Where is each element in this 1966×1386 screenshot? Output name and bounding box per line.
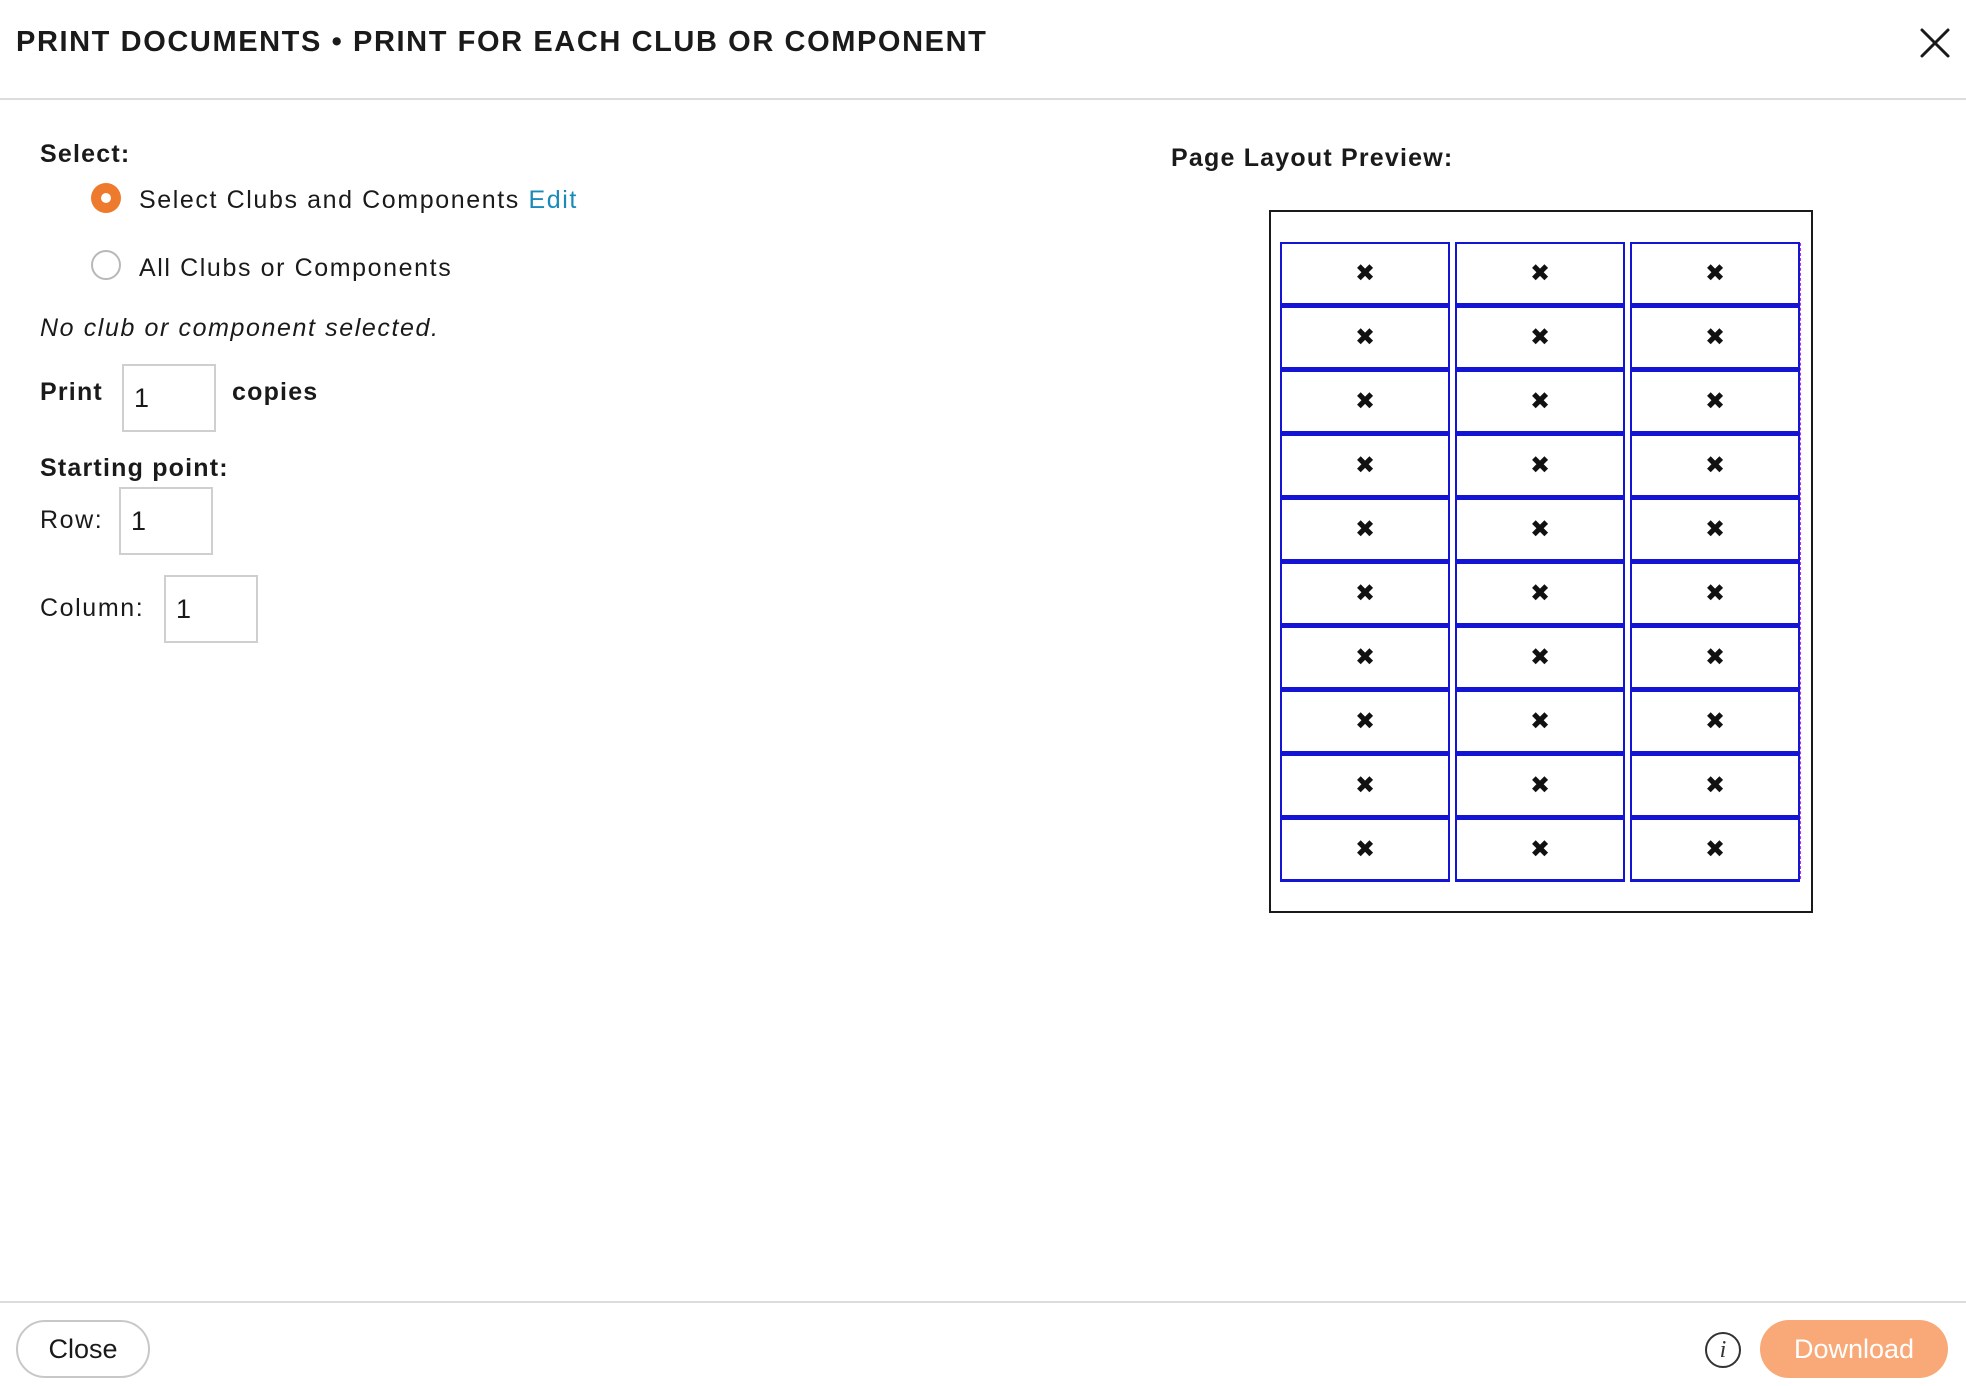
label-cell bbox=[1455, 818, 1625, 882]
label-cell bbox=[1455, 754, 1625, 818]
label-cell bbox=[1280, 370, 1450, 434]
starting-point-label: Starting point: bbox=[40, 454, 229, 482]
label-cell bbox=[1630, 498, 1800, 562]
cell-x-mark-icon: ✖ bbox=[1529, 387, 1551, 415]
edit-link[interactable]: Edit bbox=[528, 186, 578, 214]
cell-x-mark-icon: ✖ bbox=[1529, 643, 1551, 671]
cell-x-mark-icon: ✖ bbox=[1704, 323, 1726, 351]
dialog-header bbox=[0, 0, 1966, 100]
column-label: Column: bbox=[40, 594, 145, 622]
cell-x-mark-icon: ✖ bbox=[1529, 707, 1551, 735]
label-cell bbox=[1280, 626, 1450, 690]
label-cell bbox=[1455, 690, 1625, 754]
cell-x-mark-icon: ✖ bbox=[1704, 259, 1726, 287]
label-cell bbox=[1630, 242, 1800, 306]
label-cell bbox=[1455, 562, 1625, 626]
label-cell bbox=[1630, 690, 1800, 754]
info-icon[interactable]: i bbox=[1705, 1332, 1741, 1368]
cell-x-mark-icon: ✖ bbox=[1354, 771, 1376, 799]
label-cell bbox=[1280, 242, 1450, 306]
option-select-clubs-label: Select Clubs and Components bbox=[139, 186, 520, 214]
cell-x-mark-icon: ✖ bbox=[1354, 451, 1376, 479]
label-cell bbox=[1455, 434, 1625, 498]
cell-x-mark-icon: ✖ bbox=[1529, 835, 1551, 863]
cell-x-mark-icon: ✖ bbox=[1354, 643, 1376, 671]
cell-x-mark-icon: ✖ bbox=[1704, 643, 1726, 671]
close-button[interactable]: Close bbox=[16, 1320, 150, 1378]
dialog-title: PRINT DOCUMENTS • PRINT FOR EACH CLUB OR COMPONENT bbox=[16, 26, 988, 58]
label-cell bbox=[1280, 562, 1450, 626]
option-all-clubs-label: All Clubs or Components bbox=[139, 254, 453, 282]
label-cell bbox=[1630, 306, 1800, 370]
cell-x-mark-icon: ✖ bbox=[1529, 771, 1551, 799]
cell-x-mark-icon: ✖ bbox=[1529, 579, 1551, 607]
label-cell bbox=[1630, 818, 1800, 882]
cell-x-mark-icon: ✖ bbox=[1704, 451, 1726, 479]
label-cell bbox=[1455, 370, 1625, 434]
label-cell bbox=[1280, 818, 1450, 882]
radio-select-clubs[interactable] bbox=[91, 183, 121, 213]
label-cell bbox=[1280, 754, 1450, 818]
radio-all-clubs[interactable] bbox=[91, 250, 121, 280]
label-cell bbox=[1280, 434, 1450, 498]
copies-label: copies bbox=[232, 378, 319, 406]
cell-x-mark-icon: ✖ bbox=[1529, 259, 1551, 287]
label-cell bbox=[1455, 306, 1625, 370]
cell-x-mark-icon: ✖ bbox=[1704, 579, 1726, 607]
cell-x-mark-icon: ✖ bbox=[1704, 707, 1726, 735]
cell-x-mark-icon: ✖ bbox=[1354, 707, 1376, 735]
row-label: Row: bbox=[40, 506, 104, 534]
cell-x-mark-icon: ✖ bbox=[1354, 387, 1376, 415]
page-layout-preview bbox=[1269, 210, 1813, 913]
cell-x-mark-icon: ✖ bbox=[1354, 323, 1376, 351]
option-select-clubs bbox=[139, 186, 578, 215]
preview-margin-guide bbox=[1800, 243, 1801, 879]
label-cell bbox=[1455, 626, 1625, 690]
row-input[interactable] bbox=[119, 487, 213, 555]
dialog-footer bbox=[0, 1301, 1966, 1386]
label-cell bbox=[1630, 434, 1800, 498]
download-button[interactable]: Download bbox=[1760, 1320, 1948, 1378]
copies-input[interactable] bbox=[122, 364, 216, 432]
label-cell bbox=[1630, 754, 1800, 818]
cell-x-mark-icon: ✖ bbox=[1704, 387, 1726, 415]
cell-x-mark-icon: ✖ bbox=[1529, 451, 1551, 479]
label-cell bbox=[1455, 498, 1625, 562]
column-input[interactable] bbox=[164, 575, 258, 643]
cell-x-mark-icon: ✖ bbox=[1354, 579, 1376, 607]
print-label: Print bbox=[40, 378, 103, 406]
cell-x-mark-icon: ✖ bbox=[1354, 515, 1376, 543]
select-label: Select: bbox=[40, 140, 131, 168]
label-cell bbox=[1630, 562, 1800, 626]
cell-x-mark-icon: ✖ bbox=[1704, 515, 1726, 543]
label-cell bbox=[1280, 306, 1450, 370]
cell-x-mark-icon: ✖ bbox=[1529, 515, 1551, 543]
cell-x-mark-icon: ✖ bbox=[1354, 259, 1376, 287]
cell-x-mark-icon: ✖ bbox=[1529, 323, 1551, 351]
cell-x-mark-icon: ✖ bbox=[1704, 771, 1726, 799]
preview-title: Page Layout Preview: bbox=[1171, 144, 1454, 172]
cell-x-mark-icon: ✖ bbox=[1704, 835, 1726, 863]
label-cell bbox=[1280, 498, 1450, 562]
cell-x-mark-icon: ✖ bbox=[1354, 835, 1376, 863]
status-message: No club or component selected. bbox=[40, 314, 440, 342]
label-cell bbox=[1630, 370, 1800, 434]
label-cell bbox=[1455, 242, 1625, 306]
label-cell bbox=[1280, 690, 1450, 754]
label-cell bbox=[1630, 626, 1800, 690]
close-x-icon[interactable] bbox=[1918, 26, 1952, 60]
